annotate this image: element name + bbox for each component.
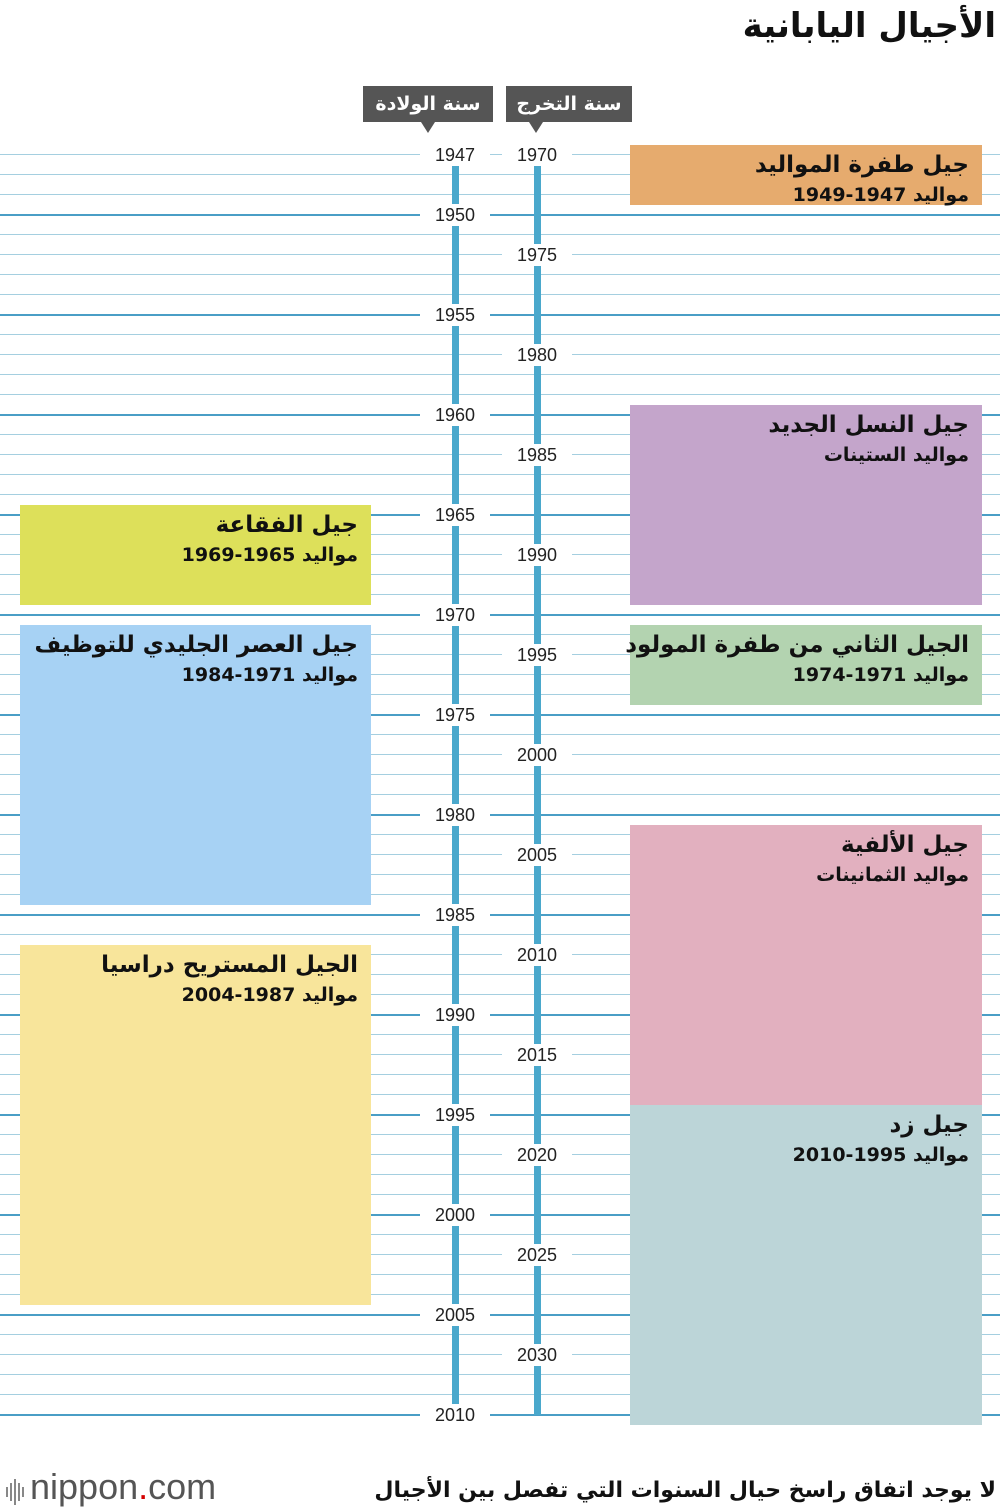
graduation-year-label: 2020 <box>502 1144 572 1166</box>
nippon-logo <box>6 1466 216 1510</box>
generation-name: جيل النسل الجديد <box>768 412 969 438</box>
generation-range: مواليد الستينات <box>823 444 969 466</box>
grid-line <box>0 234 1000 235</box>
grid-line <box>0 354 1000 355</box>
birth-year-axis-pointer-icon <box>421 122 435 133</box>
birth-year-axis-label <box>363 86 493 122</box>
grid-line <box>0 314 1000 316</box>
birth-year-label: 1960 <box>420 404 490 426</box>
generation-box <box>630 405 982 605</box>
generation-name: الجيل المستريح دراسيا <box>101 952 358 978</box>
generation-box <box>20 505 371 605</box>
grid-line <box>0 614 1000 616</box>
graduation-year-label: 2030 <box>502 1344 572 1366</box>
generation-name: جيل طفرة المواليد <box>754 152 969 178</box>
grid-line <box>0 294 1000 295</box>
logo-bars-icon <box>6 1468 26 1510</box>
generation-name: جيل العصر الجليدي للتوظيف <box>34 632 358 658</box>
birth-year-axis-bar <box>452 165 459 1415</box>
generation-box <box>630 145 982 205</box>
birth-year-label: 1995 <box>420 1104 490 1126</box>
birth-year-label: 1970 <box>420 604 490 626</box>
generation-box <box>20 625 371 905</box>
birth-year-label: 2010 <box>420 1404 490 1426</box>
generation-box <box>625 625 982 705</box>
birth-year-label: 1947 <box>420 144 490 166</box>
footnote: لا يوجد اتفاق راسخ حيال السنوات التي تفصل بين الأجيال <box>374 1478 996 1503</box>
graduation-year-label: 1995 <box>502 644 572 666</box>
generation-name: جيل زد <box>889 1112 969 1138</box>
grid-line <box>0 214 1000 216</box>
birth-year-label: 1975 <box>420 704 490 726</box>
birth-year-label: 2005 <box>420 1304 490 1326</box>
generation-range: مواليد 1965-1969 <box>181 544 358 566</box>
logo-text-main: nippon <box>30 1466 139 1507</box>
graduation-year-axis-pointer-icon <box>529 122 543 133</box>
graduation-year-label: 1980 <box>502 344 572 366</box>
birth-year-label: 1990 <box>420 1004 490 1026</box>
graduation-year-label: 2010 <box>502 944 572 966</box>
generation-range: مواليد الثمانينات <box>816 864 969 886</box>
grid-line <box>0 394 1000 395</box>
birth-year-label: 1955 <box>420 304 490 326</box>
graduation-year-label: 1970 <box>502 144 572 166</box>
birth-year-label: 1965 <box>420 504 490 526</box>
birth-year-label: 1950 <box>420 204 490 226</box>
graduation-year-label: 2000 <box>502 744 572 766</box>
logo-text-suffix: com <box>148 1466 217 1507</box>
graduation-year-label: 2005 <box>502 844 572 866</box>
birth-year-axis-label-text: سنة الولادة <box>375 93 481 115</box>
graduation-year-label: 2025 <box>502 1244 572 1266</box>
generation-range: مواليد 1987-2004 <box>181 984 358 1006</box>
generation-name: الجيل الثاني من طفرة المولود <box>625 632 969 658</box>
grid-line <box>0 374 1000 375</box>
birth-year-label: 2000 <box>420 1204 490 1226</box>
generation-range: مواليد 1947-1949 <box>792 184 969 206</box>
generation-box <box>20 945 371 1305</box>
graduation-year-label: 1975 <box>502 244 572 266</box>
generation-box <box>630 825 982 1105</box>
grid-line <box>0 274 1000 275</box>
generation-range: مواليد 1971-1974 <box>792 664 969 686</box>
graduation-year-axis-label <box>506 86 632 122</box>
graduation-year-axis-label-text: سنة التخرج <box>516 93 622 115</box>
graduation-year-label: 2015 <box>502 1044 572 1066</box>
grid-line <box>0 334 1000 335</box>
generation-range: مواليد 1995-2010 <box>792 1144 969 1166</box>
generation-name: جيل الألفية <box>840 832 969 858</box>
graduation-year-label: 1985 <box>502 444 572 466</box>
generation-box <box>630 1105 982 1425</box>
generation-name: جيل الفقاعة <box>215 512 358 538</box>
grid-line <box>0 254 1000 255</box>
birth-year-label: 1980 <box>420 804 490 826</box>
birth-year-label: 1985 <box>420 904 490 926</box>
page-title: الأجيال اليابانية <box>742 6 996 46</box>
generation-range: مواليد 1971-1984 <box>181 664 358 686</box>
graduation-year-label: 1990 <box>502 544 572 566</box>
logo-text-dot: . <box>138 1466 149 1507</box>
